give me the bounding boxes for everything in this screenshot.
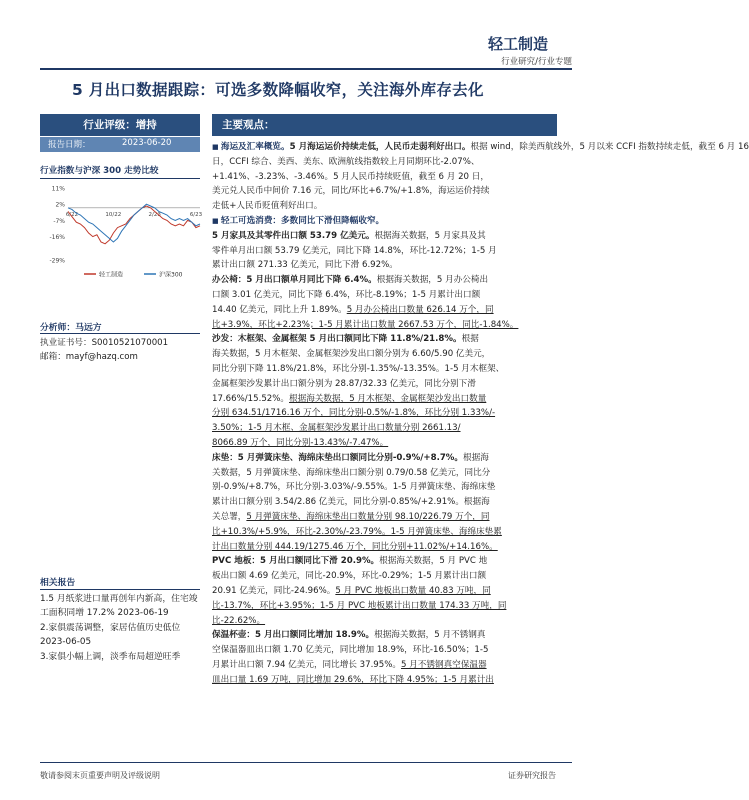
paragraph (212, 214, 557, 229)
report-date-label: 报告日期： (48, 140, 91, 150)
paragraph-line (212, 362, 557, 377)
paragraph-line (212, 318, 557, 333)
report-date-value: 2023-06-20 (122, 138, 172, 148)
y-tick-label: -16% (49, 234, 65, 242)
text-segment: 走低+人民币贬值利好出口。 (212, 201, 323, 212)
text-segment: 沙发：木框架、金属框架 5 月出口额同比下降 11.8%/21.8%。 (212, 334, 462, 345)
footer-label: 证券研究报告 (508, 771, 556, 780)
text-segment: 办公椅：5 月出口额单月同比下降 6.4%。 (212, 275, 377, 286)
text-segment: 比-22.62%。 (212, 615, 266, 626)
text-segment: 5 月 PVC 地板出口数量 40.83 万吨，同 (335, 585, 491, 596)
related-reports-title: 相关报告 (40, 578, 76, 588)
paragraph-line (212, 466, 557, 481)
main-points-banner (212, 114, 557, 136)
text-segment: 板出口额 4.69 亿美元，同比-20.9%，环比-0.29%；1-5 月累计出口额 (212, 571, 487, 582)
paragraph-line (212, 614, 557, 629)
text-segment: 比+10.3%/+5.9%，环比-2.30%/-23.79%。1-5 月弹簧床垫、海绵床垫累 (212, 526, 502, 537)
paragraph-line (212, 170, 557, 185)
text-segment: +1.41%、-3.23%、-3.46%。5 月人民币持续贬值，截至 6 月 20 日， (212, 171, 489, 182)
text-segment: 别-0.9%/+8.7%，环比分别-3.03%/-9.55%。1-5 月弹簧床垫、海绵床垫 (212, 482, 496, 493)
y-tick-label: 11% (51, 185, 65, 193)
email-row (40, 350, 138, 362)
paragraph-line (212, 599, 557, 614)
report-date-row (40, 137, 200, 152)
paragraph-line (212, 229, 557, 244)
text-segment: 5 月弹簧床垫、海绵床垫出口数量分别 98.10/226.79 万个，同 (246, 511, 490, 522)
rating-banner (40, 114, 200, 136)
text-segment: 根据 wind，除美西航线外，5 月以来 CCFI 指数持续走低，截至 6 月 16 (470, 142, 749, 152)
paragraph-line (212, 244, 557, 259)
text-segment: 海运及汇率概览。 (220, 142, 290, 152)
cert-label: 执业证书号： (40, 338, 92, 348)
text-segment: 根据海关数据，5 月木框架、金属框架沙发出口数量 (289, 393, 487, 404)
paragraph-line (212, 406, 557, 421)
paragraph-line (212, 554, 557, 569)
text-segment: 根据海关数据，5 月家具及其 (374, 230, 486, 241)
paragraph-line (212, 184, 557, 199)
y-tick-label: -29% (49, 257, 65, 265)
text-segment: 关总署， (212, 511, 247, 522)
report-title: 5 月出口数据跟踪：可选多数降幅收窄，关注海外库存去化 (72, 81, 484, 99)
paragraph-line (212, 258, 557, 273)
paragraph-line (212, 658, 557, 673)
paragraph-line (212, 347, 557, 362)
paragraph-line (212, 525, 557, 540)
paragraph (212, 273, 557, 332)
paragraph-line (212, 495, 557, 510)
chart-title: 行业指数与沪深 300 走势比较 (40, 166, 159, 176)
square-bullet-icon: ■ (212, 216, 221, 225)
text-segment: 14.40 亿美元，同比上升 1.89%。 (212, 304, 347, 315)
index-comparison-chart (40, 182, 205, 280)
text-segment: 5 月家具及其零件出口额 53.79 亿美元。 (212, 230, 375, 241)
text-segment: 累计出口额分别 3.54/2.86 亿美元，同比分别-0.85%/+2.91%。根据海 (212, 497, 490, 508)
text-segment: 床垫：5 月弹簧床垫、海绵床垫出口额同比分别-0.9%/+8.7%。 (212, 452, 464, 463)
text-segment: PVC 地板：5 月出口额同比下滑 20.9%。 (212, 556, 380, 567)
text-segment: 轻工可选消费：多数同比下滑但降幅收窄。 (220, 215, 385, 226)
text-segment: 根据海关数据，5 月 PVC 地 (379, 556, 488, 567)
text-segment: 5 月不锈钢真空保温器 (401, 659, 487, 670)
square-bullet-icon: ■ (212, 143, 221, 151)
text-segment: 零件单月出口额 53.79 亿美元，同比下降 14.8%，环比-12.72%；1-5 月 (212, 245, 497, 256)
main-body (212, 140, 749, 687)
text-segment: 皿出口量 1.69 万吨，同比增加 29.6%，环比下降 4.95%；1-5 月累计出 (212, 674, 494, 685)
text-segment: 比-13.7%，环比+3.95%；1-5 月 PVC 地板累计出口数量 174.33 万吨，同 (212, 600, 507, 611)
text-segment: 根据 (461, 334, 479, 345)
related-report-item[interactable]: 2.家俱震荡调整，家居估值历史低位 2023-06-05 (40, 623, 181, 647)
header-subtitle: 行业研究/行业专题 (501, 57, 572, 67)
y-tick-label: 2% (55, 201, 65, 209)
footer-disclaimer: 敬请参阅末页重要声明及评级说明 (40, 771, 160, 780)
related-report-item[interactable]: 1.5 月纸浆进口量再创年内新高，住宅竣工面积同增 17.2% 2023-06-19 (40, 594, 198, 618)
analyst-row (40, 320, 102, 333)
paragraph (212, 332, 557, 450)
text-segment: 5 月海运运价持续走低，人民币走弱利好出口。 (289, 142, 471, 152)
paragraph-line (212, 421, 557, 436)
paragraph-line (212, 643, 557, 658)
series-line (65, 206, 200, 244)
header-category: 轻工制造 (488, 35, 549, 53)
text-segment: 计出口数量分别 444.19/1275.46 万个，同比分别+11.02%/+14.16%。 (212, 541, 498, 552)
paragraph-line (212, 273, 557, 288)
text-segment: 分别 634.51/1716.16 万个，同比分别-0.5%/-1.8%，环比分别 1.33%/- (212, 408, 496, 419)
paragraph-line (212, 303, 557, 318)
text-segment: 空保温器皿出口额 1.70 亿美元，同比增加 18.9%，环比-16.50%；1-5 (212, 645, 489, 656)
header-rule (40, 68, 572, 70)
analyst-rule (40, 333, 200, 334)
related-reports-list (40, 592, 200, 664)
analyst-label: 分析师： (40, 323, 76, 333)
x-tick-label: 6/22 (65, 211, 79, 218)
x-tick-label: 6/23 (189, 211, 203, 218)
paragraph-line (212, 584, 557, 599)
text-segment: 17.66%/15.52%。 (212, 393, 290, 404)
rating-label: 行业评级：增持 (83, 119, 157, 131)
paragraph-line (212, 214, 557, 229)
main-points-title: 主要观点： (222, 119, 275, 131)
chart-title-rule (40, 178, 200, 179)
related-reports-rule (40, 589, 200, 590)
analyst-name: 马远方 (75, 323, 102, 333)
paragraph-line (212, 436, 557, 451)
paragraph (212, 554, 557, 628)
x-tick-label: 10/22 (105, 211, 122, 218)
text-segment: 同比分别下降 11.8%/21.8%，环比分别-1.35%/-13.35%。1-5 月木框架、 (212, 363, 505, 374)
paragraph-line (212, 673, 557, 688)
text-segment: 8066.89 万个，同比分别-13.43%/-7.47%。 (212, 437, 389, 448)
text-segment: 根据海关数据，5 月办公椅出 (376, 275, 489, 286)
text-segment: 根据海关数据，5 月不锈钢真 (374, 630, 486, 641)
paragraph (212, 451, 557, 555)
paragraph-line (212, 392, 557, 407)
text-segment: 口额 3.01 亿美元，同比下降 6.4%，环比-8.19%；1-5 月累计出口额 (212, 289, 481, 300)
paragraph-line (212, 332, 557, 347)
x-tick-label: 2/23 (148, 211, 161, 218)
y-tick-label: -7% (53, 217, 65, 225)
text-segment: 金属框架沙发累计出口额分别为 28.87/32.33 亿美元，同比分别下滑 (212, 378, 476, 389)
paragraph-line (212, 510, 557, 525)
text-segment: 海关数据，5 月木框架、金属框架沙发出口额分别为 6.60/5.90 亿美元， (212, 349, 491, 360)
legend-label: 沪深300 (159, 271, 183, 279)
paragraph-line (212, 628, 557, 643)
text-segment: 日，CCFI 综合、美西、美东、欧洲航线指数较上月同期环比-2.07%、 (212, 156, 480, 167)
legend-label: 轻工制造 (99, 271, 124, 279)
text-segment: 关数据，5 月弹簧床垫、海绵床垫出口额分别 0.79/0.58 亿美元，同比分 (212, 467, 491, 478)
paragraph (212, 140, 749, 214)
paragraph-line (212, 155, 557, 170)
paragraph-line (212, 377, 557, 392)
paragraph-line (212, 140, 749, 155)
paragraph-line (212, 480, 557, 495)
cert-value: S0010521070001 (91, 338, 169, 348)
email-link[interactable]: mayf@hazq.com (65, 352, 138, 362)
paragraph-line (212, 569, 557, 584)
text-segment: 根据海 (463, 452, 489, 463)
text-segment: 保温杯壶：5 月出口额同比增加 18.9%。 (212, 630, 375, 641)
text-segment: 比+3.9%，环比+2.23%；1-5 月累计出口数量 2667.53 万个，同比-1.84%。 (212, 319, 519, 330)
cert-row (40, 336, 168, 348)
text-segment: 月累计出口额 7.94 亿美元，同比增长 37.95%。 (212, 659, 402, 670)
paragraph-line (212, 199, 557, 214)
text-segment: 3.50%；1-5 月木框、金属框架沙发累计出口数量分别 2661.13/ (212, 423, 461, 434)
text-segment: 累计出口额 271.33 亿美元，同比下滑 6.92%。 (212, 260, 398, 271)
email-label: 邮箱： (40, 352, 66, 362)
paragraph (212, 628, 557, 687)
paragraph-line (212, 288, 557, 303)
related-report-item[interactable]: 3.家俱小幅上调，淡季布局超逆旺季 (40, 652, 181, 662)
paragraph-line (212, 451, 557, 466)
paragraph (212, 229, 557, 273)
text-segment: 美元兑人民币中间价 7.16 元，同比/环比+6.7%/+1.8%，海运运价持续 (212, 186, 490, 197)
paragraph-line (212, 540, 557, 555)
text-segment: 20.91 亿美元，同比-24.96%。 (212, 585, 336, 596)
series-line (65, 204, 200, 242)
text-segment: 5 月办公椅出口数量 626.14 万个，同 (346, 304, 494, 315)
footer-rule (40, 762, 572, 763)
